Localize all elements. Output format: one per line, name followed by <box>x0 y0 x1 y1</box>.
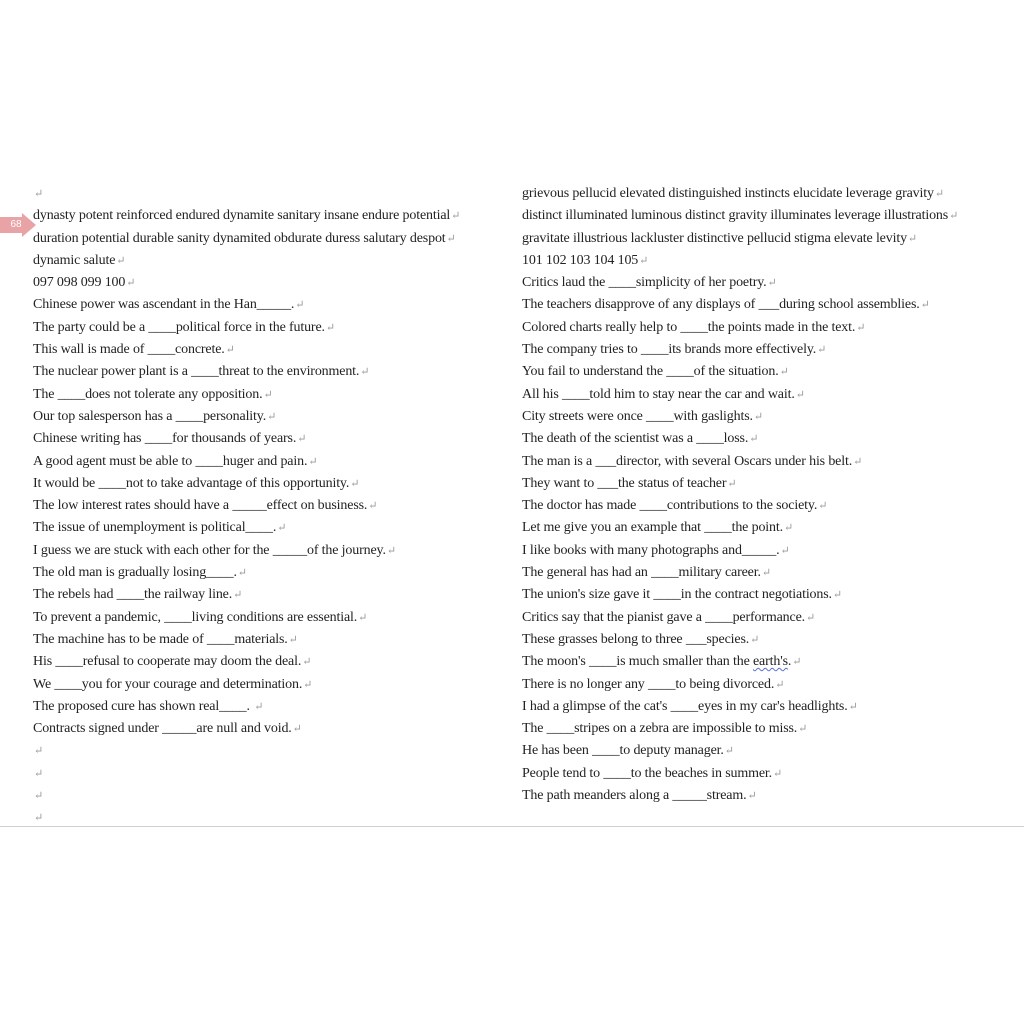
paragraph-mark-icon: ↵ <box>779 366 789 379</box>
paragraph-mark-icon: ↵ <box>308 455 318 468</box>
paragraph-mark-icon: ↵ <box>325 321 335 334</box>
text-line <box>522 785 992 807</box>
line-text: There is no longer any ____to being divorced. <box>522 676 775 692</box>
paragraph-mark-icon: ↵ <box>853 455 863 468</box>
text-line <box>522 361 992 383</box>
line-text: grievous pellucid elevated distinguished instincts elucidate leverage gravity <box>522 186 934 201</box>
text-line <box>33 228 493 250</box>
paragraph-mark-icon: ↵ <box>302 656 312 669</box>
text-line <box>33 584 493 606</box>
text-line <box>33 495 493 517</box>
line-text: The moon's ____is much smaller than the earth's. <box>522 654 792 670</box>
line-text: I like books with many photographs and_____. <box>522 542 780 558</box>
paragraph-mark-icon: ↵ <box>297 433 307 446</box>
paragraph-mark-icon: ↵ <box>767 277 777 290</box>
paragraph-mark-icon: ↵ <box>358 611 368 624</box>
line-text: These grasses belong to three ___species. <box>522 631 750 647</box>
paragraph-mark-icon: ↵ <box>360 366 370 379</box>
paragraph-mark-icon: ↵ <box>386 544 396 557</box>
text-line <box>522 250 992 272</box>
paragraph-mark-icon: ↵ <box>920 299 930 312</box>
page-number: 68 <box>10 219 22 230</box>
text-line <box>33 607 493 629</box>
paragraph-mark-icon: ↵ <box>775 678 785 691</box>
line-text: People tend to ____to the beaches in summer. <box>522 765 773 781</box>
line-text: He has been ____to deputy manager. <box>522 743 724 759</box>
text-line <box>33 183 493 205</box>
paragraph-mark-icon: ↵ <box>795 388 805 401</box>
line-text: 101 102 103 104 105 <box>522 252 639 268</box>
text-line <box>33 406 493 428</box>
text-line <box>522 718 992 740</box>
text-line <box>33 361 493 383</box>
left-column <box>33 183 493 830</box>
page-bottom-divider <box>0 826 1024 827</box>
line-text: Our top salesperson has a ____personality. <box>33 408 267 424</box>
line-text: A good agent must be able to ____huger and pain. <box>33 453 308 469</box>
paragraph-mark-icon: ↵ <box>848 700 858 713</box>
line-text: The company tries to ____its brands more effectively. <box>522 342 817 358</box>
text-line <box>522 428 992 450</box>
paragraph-mark-icon: ↵ <box>34 790 44 803</box>
paragraph-mark-icon: ↵ <box>747 790 757 803</box>
text-line <box>522 339 992 361</box>
text-line <box>522 607 992 629</box>
paragraph-mark-icon: ↵ <box>907 232 917 245</box>
line-text: The ____does not tolerate any opposition. <box>33 386 263 402</box>
paragraph-mark-icon: ↵ <box>798 723 808 736</box>
paragraph-mark-icon: ↵ <box>727 477 737 490</box>
text-line <box>522 205 992 227</box>
paragraph-mark-icon: ↵ <box>263 388 273 401</box>
text-line <box>33 205 493 227</box>
paragraph-mark-icon: ↵ <box>783 522 794 535</box>
paragraph-mark-icon: ↵ <box>639 254 649 267</box>
line-text: His ____refusal to cooperate may doom the deal. <box>33 654 302 670</box>
paragraph-mark-icon: ↵ <box>267 410 277 423</box>
text-line <box>522 451 992 473</box>
line-text: The path meanders along a _____stream. <box>522 788 747 804</box>
line-text: The nuclear power plant is a ____threat to the environment. <box>33 364 360 380</box>
text-line <box>33 294 493 316</box>
line-text: All his ____told him to stay near the car and wait. <box>522 386 795 402</box>
paragraph-mark-icon: ↵ <box>277 522 287 535</box>
line-text: The teachers disapprove of any displays of ___during school assemblies. <box>522 297 920 313</box>
paragraph-mark-icon: ↵ <box>233 589 243 602</box>
paragraph-mark-icon: ↵ <box>303 678 313 691</box>
paragraph-mark-icon: ↵ <box>34 767 44 780</box>
paragraph-mark-icon: ↵ <box>292 723 302 736</box>
text-line <box>33 451 493 473</box>
line-text: You fail to understand the ____of the situation. <box>522 364 779 380</box>
line-text: The doctor has made ____contributions to the society. <box>522 498 818 514</box>
text-line <box>33 339 493 361</box>
line-text: I had a glimpse of the cat's ____eyes in my car's headlights. <box>522 698 848 714</box>
line-text: duration potential durable sanity dynamited obdurate duress salutary despot <box>33 230 446 246</box>
text-line <box>33 763 493 785</box>
line-text: The party could be a ____political force in the future. <box>33 319 325 335</box>
paragraph-mark-icon: ↵ <box>451 210 461 223</box>
line-text: It would be ____not to take advantage of this opportunity. <box>33 475 350 491</box>
paragraph-mark-icon: ↵ <box>818 500 828 513</box>
line-text: The ____stripes on a zebra are impossible to miss. <box>522 721 798 737</box>
line-text: This wall is made of ____concrete. <box>33 342 225 358</box>
paragraph-mark-icon: ↵ <box>724 745 734 758</box>
line-text: Let me give you an example that ____the point. <box>522 520 783 536</box>
text-line <box>33 629 493 651</box>
text-line <box>33 740 493 762</box>
line-text: The general has had an ____military career. <box>522 565 761 581</box>
line-text: Chinese power was ascendant in the Han_____. <box>33 297 295 313</box>
paragraph-mark-icon: ↵ <box>761 567 771 580</box>
line-text: Contracts signed under _____are null and void. <box>33 721 292 737</box>
line-text: The union's size gave it ____in the contract negotiations. <box>522 587 832 603</box>
text-line <box>522 651 992 673</box>
line-text: The old man is gradually losing____. <box>33 565 237 581</box>
text-line <box>33 651 493 673</box>
paragraph-mark-icon: ↵ <box>446 232 456 245</box>
text-line <box>33 696 493 718</box>
text-line <box>522 540 992 562</box>
line-text: Chinese writing has ____for thousands of years. <box>33 431 297 447</box>
line-text: City streets were once ____with gaslights. <box>522 408 753 424</box>
line-text: 097 098 099 100 <box>33 275 126 291</box>
paragraph-mark-icon: ↵ <box>295 299 305 312</box>
line-text: I guess we are stuck with each other for the _____of the journey. <box>33 542 386 558</box>
text-line <box>522 272 992 294</box>
line-text: The man is a ___director, with several Oscars under his belt. <box>522 453 853 469</box>
text-line <box>33 517 493 539</box>
paragraph-mark-icon: ↵ <box>750 633 760 646</box>
text-line <box>33 384 493 406</box>
text-line <box>522 406 992 428</box>
paragraph-mark-icon: ↵ <box>116 254 126 267</box>
line-text: dynasty potent reinforced endured dynamite sanitary insane endure potential <box>33 208 451 224</box>
text-line <box>522 740 992 762</box>
paragraph-mark-icon: ↵ <box>254 700 264 713</box>
paragraph-mark-icon: ↵ <box>34 745 44 758</box>
text-line <box>522 562 992 584</box>
text-line <box>33 785 493 807</box>
paragraph-mark-icon: ↵ <box>350 477 360 490</box>
line-text: To prevent a pandemic, ____living conditions are essential. <box>33 609 358 625</box>
text-line <box>522 294 992 316</box>
line-text: The proposed cure has shown real____. <box>33 698 254 714</box>
paragraph-mark-icon: ↵ <box>749 433 759 446</box>
paragraph-mark-icon: ↵ <box>126 277 136 290</box>
paragraph-mark-icon: ↵ <box>934 188 944 200</box>
text-line <box>522 629 992 651</box>
paragraph-mark-icon: ↵ <box>225 344 235 357</box>
paragraph-mark-icon: ↵ <box>368 500 378 513</box>
text-line <box>522 384 992 406</box>
paragraph-mark-icon: ↵ <box>773 767 783 780</box>
paragraph-mark-icon: ↵ <box>832 589 842 602</box>
line-text: The death of the scientist was a ____loss. <box>522 431 749 447</box>
line-text: Critics laud the ____simplicity of her poetry. <box>522 275 767 291</box>
text-line <box>33 473 493 495</box>
text-line <box>33 562 493 584</box>
paragraph-mark-icon: ↵ <box>288 633 298 646</box>
page-number-badge <box>0 213 36 237</box>
line-text: The issue of unemployment is political____. <box>33 520 277 536</box>
text-line <box>522 183 992 205</box>
text-line <box>522 495 992 517</box>
text-line <box>522 763 992 785</box>
text-line <box>522 517 992 539</box>
paragraph-mark-icon: ↵ <box>34 188 44 200</box>
line-text: The low interest rates should have a _____effect on business. <box>33 498 368 514</box>
paragraph-mark-icon: ↵ <box>780 544 790 557</box>
paragraph-mark-icon: ↵ <box>34 812 44 825</box>
paragraph-mark-icon: ↵ <box>856 321 866 334</box>
text-line <box>33 674 493 696</box>
paragraph-mark-icon: ↵ <box>806 611 816 624</box>
paragraph-mark-icon: ↵ <box>817 344 827 357</box>
text-line <box>33 272 493 294</box>
line-text: Critics say that the pianist gave a ____performance. <box>522 609 805 625</box>
text-line <box>33 718 493 740</box>
spellcheck-flagged-word: earth's <box>752 654 788 670</box>
line-text: distinct illuminated luminous distinct gravity illuminates leverage illustrations <box>522 208 949 224</box>
text-line <box>522 228 992 250</box>
line-text: Colored charts really help to ____the points made in the text. <box>522 319 856 335</box>
text-line <box>522 473 992 495</box>
text-line <box>33 250 493 272</box>
line-text: dynamic salute <box>33 252 116 268</box>
text-line <box>522 317 992 339</box>
text-line <box>522 584 992 606</box>
line-text: The machine has to be made of ____materials. <box>33 631 288 647</box>
text-line <box>33 317 493 339</box>
paragraph-mark-icon: ↵ <box>237 567 247 580</box>
line-text: The rebels had ____the railway line. <box>33 587 233 603</box>
paragraph-mark-icon: ↵ <box>949 210 959 223</box>
line-text: They want to ___the status of teacher <box>522 475 727 491</box>
text-line <box>33 540 493 562</box>
text-line <box>33 428 493 450</box>
paragraph-mark-icon: ↵ <box>792 656 802 669</box>
line-text: We ____you for your courage and determination. <box>33 676 303 692</box>
line-text: gravitate illustrious lackluster distinctive pellucid stigma elevate levity <box>522 230 907 246</box>
paragraph-mark-icon: ↵ <box>753 410 763 423</box>
right-column <box>522 183 992 807</box>
text-line <box>522 674 992 696</box>
text-line <box>522 696 992 718</box>
